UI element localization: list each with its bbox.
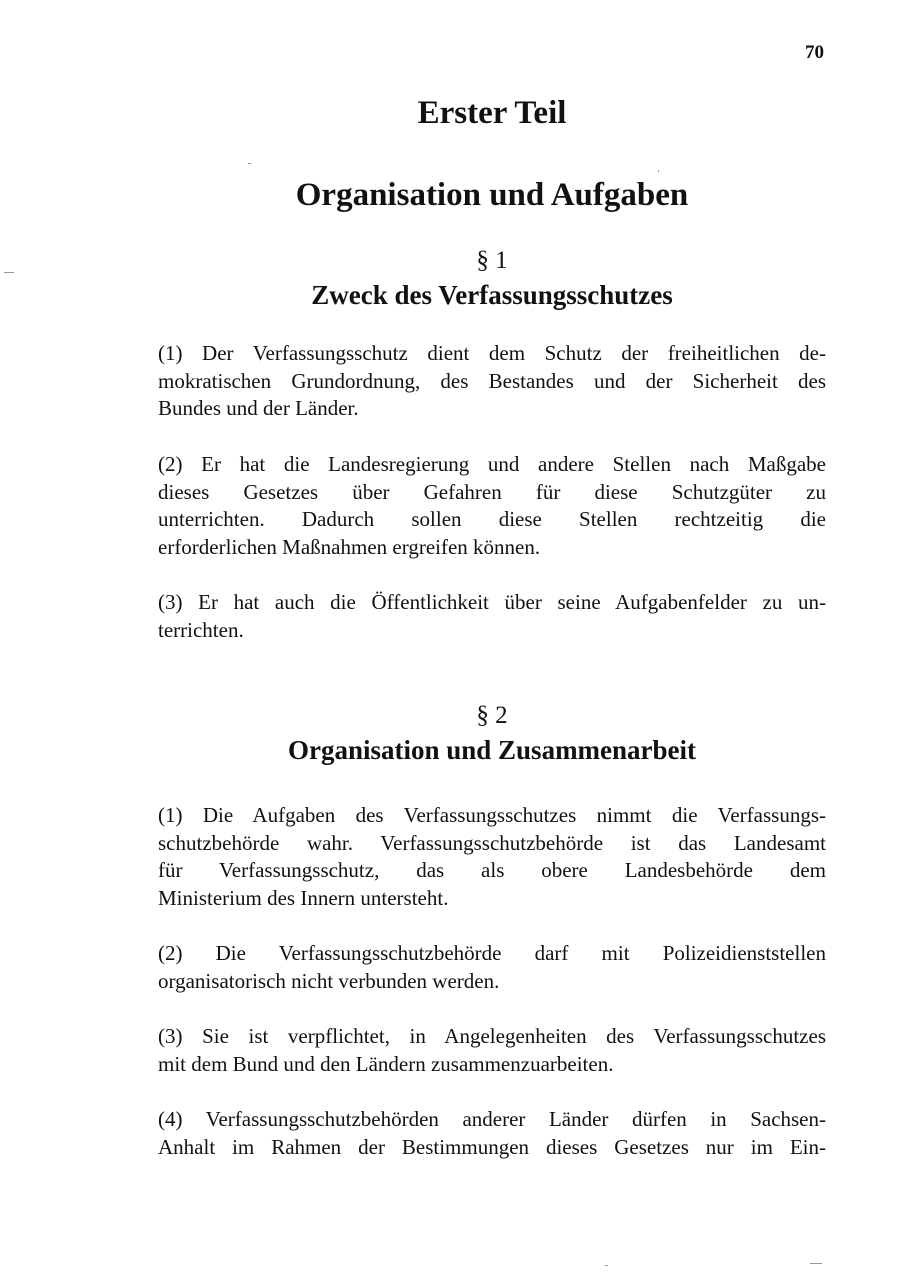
text-line: mit dem Bund und den Ländern zusammenzuarbeiten. [158, 1051, 614, 1076]
section-2-number: § 2 [476, 702, 508, 729]
scan-speck [4, 272, 14, 273]
text-line: unterrichten. Dadurch sollen diese Stellen rechtzeitig die [158, 507, 826, 531]
text-line: für Verfassungsschutz, das als obere Landesbehörde dem [158, 858, 826, 882]
section-2-paragraph-3 [158, 1023, 826, 1078]
scan-speck [658, 170, 659, 172]
text-line: (1) Die Aufgaben des Verfassungsschutzes nimmt die Verfassungs- [158, 803, 826, 827]
text-line: Ministerium des Innern untersteht. [158, 885, 449, 910]
section-2-paragraph-1 [158, 802, 826, 912]
text-line: terrichten. [158, 617, 244, 642]
scan-speck [810, 1263, 822, 1264]
page-number: 70 [805, 42, 824, 63]
section-2-paragraph-2 [158, 940, 826, 995]
text-line: (3) Sie ist verpflichtet, in Angelegenheiten des Verfassungsschutzes [158, 1024, 826, 1048]
scan-speck [248, 163, 251, 164]
part-subtitle: Organisation und Aufgaben [295, 177, 689, 213]
section-1-title: Zweck des Verfassungsschutzes [311, 280, 673, 310]
section-1-paragraph-2 [158, 451, 826, 561]
text-line: (3) Er hat auch die Öffentlichkeit über seine Aufgabenfelder zu un- [158, 590, 826, 614]
text-line: (2) Er hat die Landesregierung und andere Stellen nach Maßgabe [158, 452, 826, 476]
text-line: schutzbehörde wahr. Verfassungsschutzbehörde ist das Landesamt [158, 830, 826, 855]
part-title: Erster Teil [417, 95, 567, 131]
text-line: Anhalt im Rahmen der Bestimmungen dieses Gesetzes nur im Ein- [158, 1134, 826, 1159]
scan-speck [605, 1265, 608, 1266]
text-line: organisatorisch nicht verbunden werden. [158, 968, 500, 993]
text-line: Bundes und der Länder. [158, 396, 359, 420]
section-1-number: § 1 [476, 247, 508, 274]
text-line: mokratischen Grundordnung, des Bestandes und der Sicherheit des [158, 368, 826, 393]
text-line: (2) Die Verfassungsschutzbehörde darf mit Polizeidienststellen [158, 941, 826, 965]
text-line: erforderlichen Maßnahmen ergreifen können. [158, 534, 541, 559]
section-1-paragraph-3 [158, 589, 826, 644]
text-line: dieses Gesetzes über Gefahren für diese Schutzgüter zu [158, 479, 826, 504]
text-line: (1) Der Verfassungsschutz dient dem Schutz der freiheitlichen de- [158, 341, 826, 365]
section-1-paragraph-1 [158, 340, 826, 423]
section-2-paragraph-4 [158, 1106, 826, 1161]
section-2-title: Organisation und Zusammenarbeit [287, 735, 697, 765]
text-line: (4) Verfassungsschutzbehörden anderer Länder dürfen in Sachsen- [158, 1107, 826, 1131]
